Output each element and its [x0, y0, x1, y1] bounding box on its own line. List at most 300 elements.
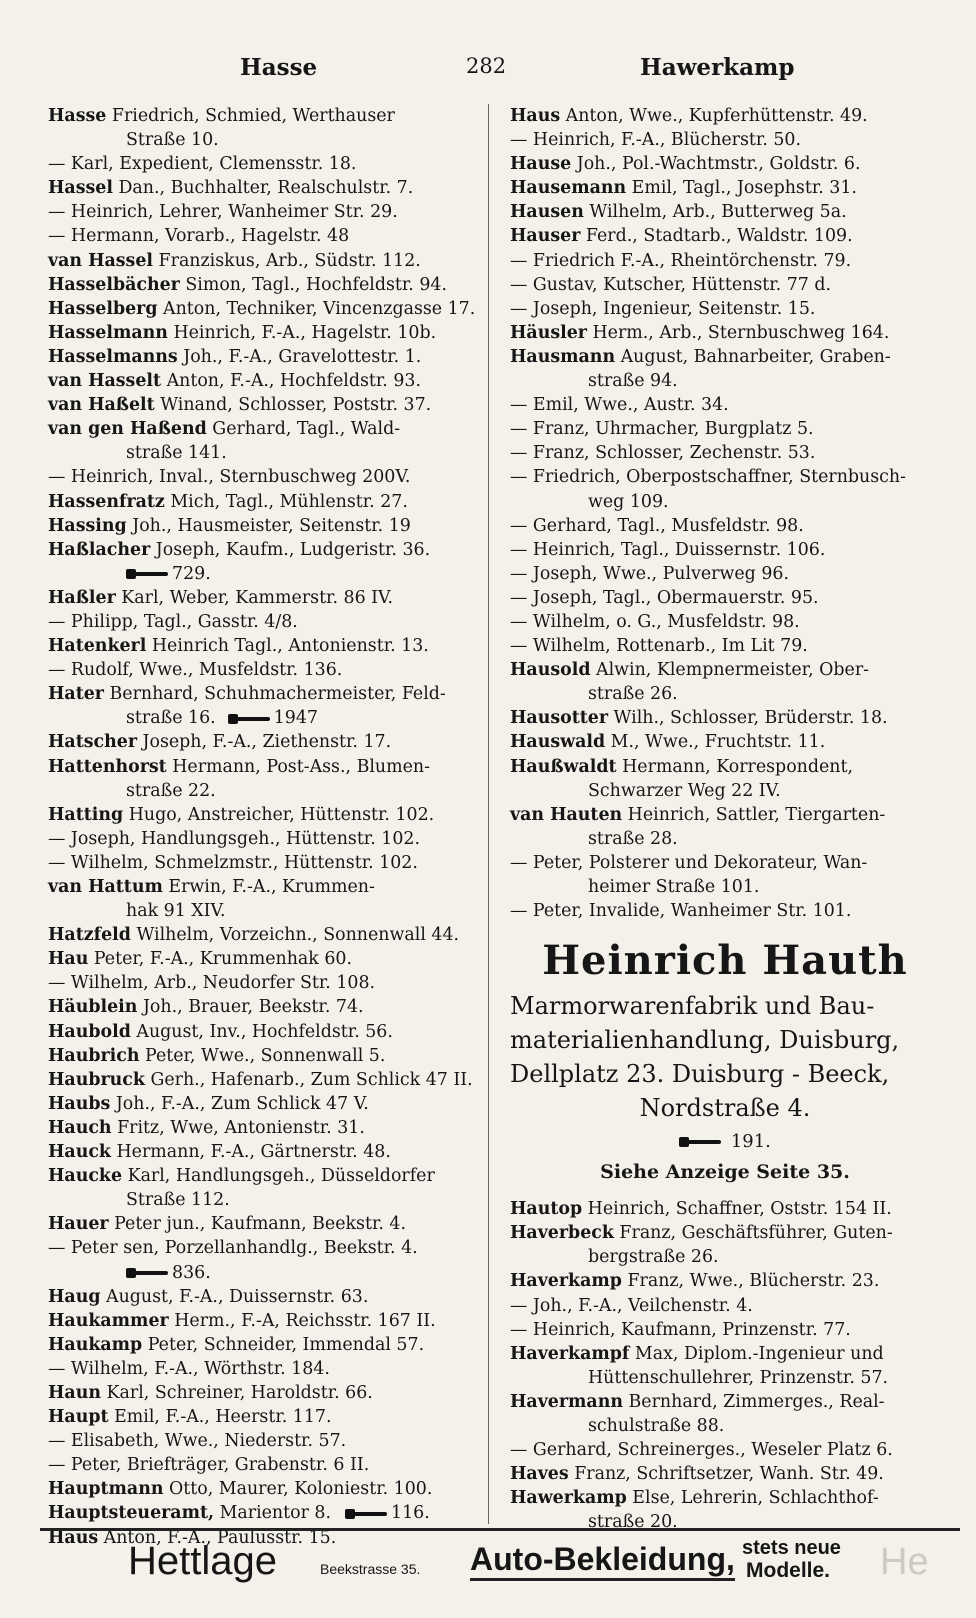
entry-surname: Hassing: [48, 515, 127, 536]
entry-details: — Wilhelm, Arb., Neudorfer Str. 108.: [48, 973, 376, 994]
entry-continuation-text: hak 91 XIV.: [126, 901, 226, 922]
entry-continuation-text: Straße 112.: [126, 1190, 230, 1211]
entry-continuation-text: Hüttenschullehrer, Prinzenstr. 57.: [588, 1367, 889, 1388]
directory-entry: [48, 200, 478, 224]
entry-surname: van Hauten: [510, 804, 623, 825]
directory-entry: [510, 1390, 940, 1414]
entry-surname: Haßler: [48, 587, 116, 608]
entry-details: August, Bahnarbeiter, Graben-: [615, 346, 891, 367]
directory-entry: [48, 610, 478, 634]
entry-details: Heinrich, Schaffner, Oststr. 154 II.: [582, 1199, 892, 1220]
page-number: 282: [466, 54, 507, 78]
entry-details: Emil, F.-A., Heerstr. 117.: [108, 1407, 332, 1428]
entry-details: Otto, Maurer, Koloniestr. 100.: [163, 1479, 433, 1500]
entry-continuation: [510, 682, 940, 706]
entry-details: — Rudolf, Wwe., Musfeldstr. 136.: [48, 660, 343, 681]
directory-entry: [48, 1092, 478, 1116]
entry-details: Karl, Weber, Kammerstr. 86 IV.: [115, 587, 394, 608]
entry-details: — Heinrich, Kaufmann, Prinzenstr. 77.: [510, 1319, 851, 1340]
entry-surname: Hauck: [48, 1142, 111, 1163]
directory-entry: [510, 803, 940, 827]
ad-line-1: Marmorwarenfabrik und Bau-: [510, 992, 875, 1021]
entry-surname: Haubold: [48, 1021, 131, 1042]
entry-details: — Joh., F.-A., Veilchenstr. 4.: [510, 1295, 753, 1316]
entry-details: — Joseph, Handlungsgeh., Hüttenstr. 102.: [48, 828, 420, 849]
entry-surname: Hatenkerl: [48, 636, 147, 657]
entry-details: — Wilhelm, Rottenarb., Im Lit 79.: [510, 636, 808, 657]
entry-surname: Haun: [48, 1382, 101, 1403]
entry-surname: Hasselmanns: [48, 346, 178, 367]
entry-continuation: [48, 441, 478, 465]
entry-details: — Gerhard, Schreinerges., Weseler Platz 6.: [510, 1440, 893, 1461]
ad-phone: [510, 1127, 940, 1157]
directory-entry: [510, 538, 940, 562]
entry-continuation: [48, 706, 478, 730]
entry-continuation-text: Straße 10.: [126, 130, 219, 151]
entry-details: Max, Diplom.-Ingenieur und: [629, 1343, 884, 1364]
entry-details: Heinrich, Sattler, Tiergarten-: [622, 804, 886, 825]
telephone-icon: [126, 569, 168, 579]
entry-details: Dan., Buchhalter, Realschulstr. 7.: [112, 178, 414, 199]
directory-entry: [510, 1221, 940, 1245]
directory-entry: [48, 851, 478, 875]
telephone-icon: [126, 1268, 168, 1278]
directory-entry: [48, 875, 478, 899]
directory-entry: [48, 369, 478, 393]
directory-entry: [48, 1044, 478, 1068]
directory-entry: [510, 755, 940, 779]
directory-entry: [510, 176, 940, 200]
entry-details: Marientor 8.: [214, 1503, 332, 1524]
entry-surname: Häusler: [510, 322, 587, 343]
entry-details: Franz, Schriftsetzer, Wanh. Str. 49.: [568, 1464, 884, 1485]
entry-details: Wilhelm, Arb., Butterweg 5a.: [583, 202, 847, 223]
directory-entry: [48, 682, 478, 706]
entry-surname: Hauswald: [510, 732, 606, 753]
directory-entry: [48, 297, 478, 321]
directory-entry: [48, 1333, 478, 1357]
entry-continuation: [510, 875, 940, 899]
entry-surname: Hassel: [48, 178, 113, 199]
entry-details: Joseph, F.-A., Ziethenstr. 17.: [136, 732, 392, 753]
directory-entry: [510, 441, 940, 465]
directory-entry: [48, 176, 478, 200]
directory-entry: [510, 200, 940, 224]
directory-entry: [510, 224, 940, 248]
entry-surname: Haußwaldt: [510, 756, 617, 777]
left-column: [48, 104, 478, 1550]
entry-surname: Haukamp: [48, 1334, 143, 1355]
entry-details: — Wilhelm, o. G., Musfeldstr. 98.: [510, 611, 800, 632]
entry-details: Peter, Schneider, Immendal 57.: [142, 1334, 425, 1355]
entry-details: Gerhard, Tagl., Wald-: [206, 419, 401, 440]
right-column: [510, 104, 940, 1535]
entry-continuation-text: straße 94.: [588, 371, 678, 392]
directory-entry: [510, 1269, 940, 1293]
entry-details: — Franz, Uhrmacher, Burgplatz 5.: [510, 419, 814, 440]
telephone-icon: [228, 714, 270, 724]
directory-entry: [48, 1477, 478, 1501]
entry-continuation-text: weg 109.: [588, 491, 669, 512]
entry-details: — Elisabeth, Wwe., Niederstr. 57.: [48, 1431, 347, 1452]
entry-continuation: [510, 1414, 940, 1438]
directory-entry: [48, 827, 478, 851]
entry-details: Simon, Tagl., Hochfeldstr. 94.: [179, 274, 447, 295]
entry-details: Heinrich, F.-A., Hagelstr. 10b.: [167, 322, 437, 343]
footer-main-text: Auto-Bekleidung,: [470, 1541, 735, 1581]
entry-details: Emil, Tagl., Josephstr. 31.: [626, 178, 857, 199]
directory-entry: [48, 249, 478, 273]
footer-address: Beekstrasse 35.: [320, 1561, 421, 1577]
entry-details: Herm., Arb., Sternbuschweg 164.: [586, 322, 890, 343]
entry-surname: Hausmann: [510, 346, 616, 367]
telephone-icon: [679, 1137, 721, 1147]
entry-details: Ferd., Stadtarb., Waldstr. 109.: [580, 226, 853, 247]
entry-details: August, Inv., Hochfeldstr. 56.: [130, 1021, 393, 1042]
column-divider: [488, 104, 489, 1524]
entry-surname: Haverkamp: [510, 1271, 622, 1292]
entry-details: — Karl, Expedient, Clemensstr. 18.: [48, 154, 357, 175]
ad-line-2: materialienhandlung, Duisburg,: [510, 1026, 900, 1055]
directory-entry: [48, 490, 478, 514]
entry-surname: Hau: [48, 949, 89, 970]
entry-surname: Hassenfratz: [48, 491, 165, 512]
directory-entry: [510, 1294, 940, 1318]
directory-entry: [48, 1381, 478, 1405]
entry-continuation: [48, 1188, 478, 1212]
entry-details: — Joseph, Tagl., Obermauerstr. 95.: [510, 587, 819, 608]
entry-surname: Hatzfeld: [48, 925, 131, 946]
directory-entry: [510, 393, 940, 417]
directory-entry: [48, 1212, 478, 1236]
entry-details: Joh., Brauer, Beekstr. 74.: [137, 997, 364, 1018]
entry-surname: Hauptmann: [48, 1479, 164, 1500]
entry-continuation: [48, 128, 478, 152]
entry-details: — Peter, Briefträger, Grabenstr. 6 II.: [48, 1455, 370, 1476]
directory-entry: [48, 634, 478, 658]
header-right-keyword: Hawerkamp: [640, 54, 795, 81]
entry-details: — Gerhard, Tagl., Musfeldstr. 98.: [510, 515, 804, 536]
entry-surname: Hasse: [48, 106, 107, 126]
entry-surname: Hater: [48, 684, 104, 705]
directory-entry: [510, 1342, 940, 1366]
directory-entry: [48, 1068, 478, 1092]
entry-details: — Joseph, Ingenieur, Seitenstr. 15.: [510, 298, 816, 319]
entry-surname: Haubruck: [48, 1069, 145, 1090]
directory-entry: [510, 128, 940, 152]
entry-surname: Hausemann: [510, 178, 627, 199]
advertisement-hauth: [510, 933, 940, 1187]
entry-surname: Haves: [510, 1464, 569, 1485]
entry-surname: Hausold: [510, 660, 591, 681]
entry-details: Gerh., Hafenarb., Zum Schlick 47 II.: [144, 1069, 473, 1090]
directory-entry: [510, 249, 940, 273]
entry-surname: Hattenhorst: [48, 756, 167, 777]
entry-details: Peter, Wwe., Sonnenwall 5.: [139, 1045, 386, 1066]
entry-surname: Hauser: [510, 226, 581, 247]
entry-surname: van Hasselt: [48, 371, 162, 392]
ad-line-4: Nordstraße 4.: [639, 1094, 811, 1123]
entry-details: August, F.-A., Duissernstr. 63.: [100, 1286, 369, 1307]
entry-surname: Häublein: [48, 997, 138, 1018]
entry-continuation-text: straße 28.: [588, 828, 678, 849]
entry-continuation: [48, 899, 478, 923]
phone-number: 116.: [391, 1503, 430, 1524]
entry-details: Bernhard, Schuhmachermeister, Feld-: [103, 684, 446, 705]
entry-details: — Heinrich, F.-A., Blücherstr. 50.: [510, 130, 802, 151]
entry-continuation-text: schulstraße 88.: [588, 1416, 725, 1437]
entry-continuation: [510, 1366, 940, 1390]
entry-details: — Joseph, Wwe., Pulverweg 96.: [510, 563, 789, 584]
directory-entry: [510, 899, 940, 923]
entry-details: Wilh., Schlosser, Brüderstr. 18.: [608, 708, 888, 729]
footer-tagline-1: stets neue: [742, 1537, 841, 1559]
phone-number: 836.: [172, 1262, 211, 1283]
entry-details: Anton, F.-A., Paulusstr. 15.: [98, 1527, 337, 1548]
entry-continuation: [510, 490, 940, 514]
entry-details: Peter, F.-A., Krummenhak 60.: [88, 949, 352, 970]
directory-entry: [510, 851, 940, 875]
entry-details: Hermann, Post-Ass., Blumen-: [166, 756, 430, 777]
entry-details: Alwin, Klempnermeister, Ober-: [590, 660, 870, 681]
entry-surname: Hauch: [48, 1117, 112, 1138]
entry-surname: Haverkampf: [510, 1343, 630, 1364]
directory-entry: [48, 730, 478, 754]
directory-entry: [48, 104, 478, 128]
entry-details: — Peter, Polsterer und Dekorateur, Wan-: [510, 852, 868, 873]
entry-details: — Heinrich, Lehrer, Wanheimer Str. 29.: [48, 202, 398, 223]
entry-details: — Friedrich F.-A., Rheintörchenstr. 79.: [510, 250, 852, 271]
entry-details: Fritz, Wwe, Antonienstr. 31.: [111, 1117, 365, 1138]
directory-entry: [48, 1116, 478, 1140]
entry-details: Franziskus, Arb., Südstr. 112.: [153, 250, 421, 271]
directory-entry: [48, 224, 478, 248]
entry-details: Hermann, F.-A., Gärtnerstr. 48.: [110, 1142, 391, 1163]
entry-surname: Haupt: [48, 1407, 109, 1428]
entry-surname: Haug: [48, 1286, 101, 1307]
entry-details: Joh., Hausmeister, Seitenstr. 19: [126, 515, 411, 536]
entry-surname: van Hattum: [48, 877, 163, 897]
entry-details: Else, Lehrerin, Schlachthof-: [626, 1488, 879, 1509]
directory-entry: [48, 658, 478, 682]
directory-entry: [48, 1140, 478, 1164]
directory-entry: [48, 152, 478, 176]
directory-entry: [510, 417, 940, 441]
entry-continuation: [510, 1245, 940, 1269]
directory-entry: [510, 1462, 940, 1486]
header-left-keyword: Hasse: [240, 54, 318, 81]
entry-details: Friedrich, Schmied, Werthauser: [106, 106, 395, 126]
entry-surname: Haucke: [48, 1166, 123, 1187]
entry-continuation: [48, 779, 478, 803]
entry-details: — Friedrich, Oberpostschaffner, Sternbusch-: [510, 467, 906, 488]
entry-continuation: [510, 827, 940, 851]
entry-continuation-text: straße 20.: [588, 1512, 678, 1533]
directory-entry: [510, 1318, 940, 1342]
entry-details: Joh., F.-A., Gravelottestr. 1.: [177, 346, 422, 367]
entry-details: Franz, Geschäftsführer, Guten-: [613, 1223, 893, 1244]
entry-surname: Hasselmann: [48, 322, 168, 343]
entry-surname: Hatscher: [48, 732, 137, 753]
entry-surname: Hautop: [510, 1199, 583, 1220]
directory-entry: [48, 538, 478, 562]
directory-entry: [510, 562, 940, 586]
directory-entry: [48, 586, 478, 610]
entry-details: M., Wwe., Fruchtstr. 11.: [605, 732, 826, 753]
directory-entry: [48, 393, 478, 417]
telephone-icon: [345, 1509, 387, 1519]
directory-entry: [510, 658, 940, 682]
entry-details: — Gustav, Kutscher, Hüttenstr. 77 d.: [510, 274, 832, 295]
entry-details: Franz, Wwe., Blücherstr. 23.: [621, 1271, 880, 1292]
directory-entry: [510, 345, 940, 369]
entry-details: Hermann, Korrespondent,: [616, 756, 854, 777]
directory-entry: [48, 1357, 478, 1381]
directory-entry: [510, 321, 940, 345]
directory-entry: [510, 104, 940, 128]
entry-surname: van Haßelt: [48, 395, 155, 416]
ad-reference: Siehe Anzeige Seite 35.: [600, 1161, 850, 1184]
entry-continuation: [510, 369, 940, 393]
directory-entry: [48, 1501, 478, 1525]
entry-surname: Hawerkamp: [510, 1488, 627, 1509]
entry-details: Heinrich Tagl., Antonienstr. 13.: [146, 636, 429, 657]
entry-details: — Philipp, Tagl., Gasstr. 4/8.: [48, 611, 298, 632]
directory-entry: [48, 755, 478, 779]
directory-entry: [510, 1197, 940, 1221]
entry-surname: Hausen: [510, 202, 584, 223]
entry-continuation-text: straße 141.: [126, 443, 227, 464]
directory-entry: [48, 1309, 478, 1333]
directory-entry: [510, 465, 940, 489]
directory-entry: [510, 586, 940, 610]
directory-entry: [48, 803, 478, 827]
entry-surname: Hause: [510, 154, 572, 175]
phone-number: 1947: [273, 708, 318, 729]
entry-continuation-text: straße 22.: [126, 780, 216, 801]
entry-details: Bernhard, Zimmerges., Real-: [623, 1391, 885, 1412]
entry-details: — Heinrich, Tagl., Duissernstr. 106.: [510, 539, 826, 560]
directory-entry: [48, 273, 478, 297]
entry-details: Mich, Tagl., Mühlenstr. 27.: [164, 491, 408, 512]
phone-number: 729.: [172, 563, 211, 584]
directory-entry: [48, 514, 478, 538]
phone-line: [48, 562, 478, 586]
footer-tagline-2: Modelle.: [746, 1559, 831, 1582]
directory-entry: [510, 634, 940, 658]
entry-surname: van Hassel: [48, 250, 154, 271]
entry-surname: Haubrich: [48, 1045, 140, 1066]
entry-continuation: [510, 779, 940, 803]
entry-continuation-text: straße 16.: [126, 708, 216, 729]
directory-entry: [48, 947, 478, 971]
directory-entry: [48, 465, 478, 489]
entry-continuation-text: Schwarzer Weg 22 IV.: [588, 780, 781, 801]
entry-details: — Emil, Wwe., Austr. 34.: [510, 395, 729, 416]
entry-surname: Haßlacher: [48, 539, 151, 560]
ad-phone-number: 191.: [730, 1131, 771, 1153]
directory-entry: [48, 345, 478, 369]
entry-details: Joh., Pol.-Wachtmstr., Goldstr. 6.: [571, 154, 861, 175]
entry-continuation-text: straße 26.: [588, 684, 678, 705]
entry-details: Erwin, F.-A., Krummen-: [162, 877, 375, 897]
entry-details: — Peter, Invalide, Wanheimer Str. 101.: [510, 901, 852, 922]
directory-entry: [510, 730, 940, 754]
ad-title: Heinrich Hauth: [542, 937, 908, 985]
entry-details: Winand, Schlosser, Poststr. 37.: [154, 395, 432, 416]
directory-entry: [48, 971, 478, 995]
entry-surname: Haus: [510, 106, 561, 126]
entry-details: — Heinrich, Inval., Sternbuschweg 200V.: [48, 467, 411, 488]
footer-company-name: Hettlage: [128, 1539, 277, 1583]
directory-entry: [48, 417, 478, 441]
directory-entry: [510, 1438, 940, 1462]
entry-details: Joh., F.-A., Zum Schlick 47 V.: [110, 1093, 369, 1114]
entry-surname: Haubs: [48, 1093, 111, 1114]
directory-entry: [48, 1453, 478, 1477]
entry-surname: Haverbeck: [510, 1223, 614, 1244]
entry-details: Anton, Wwe., Kupferhüttenstr. 49.: [560, 106, 868, 126]
entry-details: Anton, Techniker, Vincenzgasse 17.: [157, 298, 476, 319]
directory-entry: [48, 1236, 478, 1260]
page-header: [0, 54, 976, 90]
directory-entry: [510, 610, 940, 634]
footer-bleedthrough-text: He: [880, 1541, 929, 1583]
entry-details: Wilhelm, Vorzeichn., Sonnenwall 44.: [130, 925, 460, 946]
entry-surname: Haukammer: [48, 1310, 169, 1331]
directory-entry: [510, 514, 940, 538]
directory-entry: [510, 152, 940, 176]
entry-details: Joseph, Kaufm., Ludgeristr. 36.: [150, 539, 431, 560]
directory-entry: [510, 273, 940, 297]
entry-surname: Hausotter: [510, 708, 609, 729]
entry-details: — Franz, Schlosser, Zechenstr. 53.: [510, 443, 816, 464]
ad-line-3: Dellplatz 23. Duisburg - Beeck,: [510, 1060, 890, 1089]
entry-details: Peter jun., Kaufmann, Beekstr. 4.: [108, 1214, 406, 1235]
directory-entry: [48, 923, 478, 947]
directory-entry: [510, 706, 940, 730]
entry-surname: Hasselberg: [48, 298, 158, 319]
entry-details: Karl, Handlungsgeh., Düsseldorfer: [122, 1166, 435, 1187]
directory-entry: [48, 1429, 478, 1453]
entry-details: Hugo, Anstreicher, Hüttenstr. 102.: [123, 804, 435, 825]
footer-advertisement: [40, 1528, 960, 1591]
entry-surname: Haus: [48, 1527, 99, 1548]
entry-continuation-text: heimer Straße 101.: [588, 877, 760, 897]
entry-surname: Hasselbächer: [48, 274, 180, 295]
entry-details: Karl, Schreiner, Haroldstr. 66.: [101, 1382, 373, 1403]
entry-surname: Hatting: [48, 804, 124, 825]
phone-line: [48, 1261, 478, 1285]
directory-entry: [510, 1486, 940, 1510]
right-column-bottom-entries: [510, 1197, 940, 1534]
entry-details: — Hermann, Vorarb., Hagelstr. 48: [48, 226, 350, 247]
directory-entry: [48, 995, 478, 1019]
entry-continuation-text: bergstraße 26.: [588, 1247, 719, 1268]
directory-entry: [48, 1285, 478, 1309]
directory-entry: [48, 1020, 478, 1044]
directory-entry: [48, 1405, 478, 1429]
directory-entry: [48, 321, 478, 345]
directory-entry: [510, 297, 940, 321]
entry-surname: van gen Haßend: [48, 419, 207, 440]
right-column-top-entries: [510, 104, 940, 923]
entry-details: Herm., F.-A, Reichsstr. 167 II.: [168, 1310, 436, 1331]
entry-details: — Wilhelm, Schmelzmstr., Hüttenstr. 102.: [48, 852, 418, 873]
entry-surname: Hauer: [48, 1214, 109, 1235]
entry-surname: Havermann: [510, 1391, 623, 1412]
entry-details: — Peter sen, Porzellanhandlg., Beekstr. 4.: [48, 1238, 418, 1259]
